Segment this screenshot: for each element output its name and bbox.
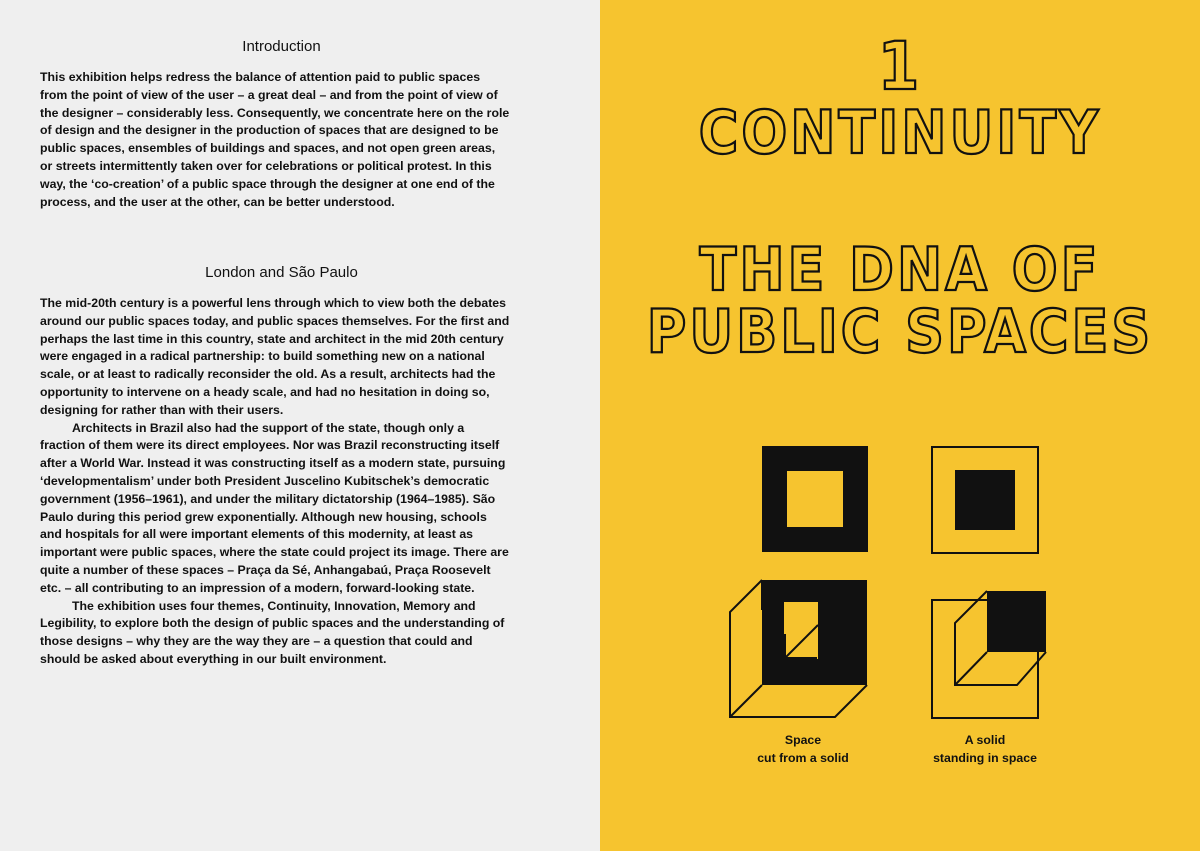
intro-body (40, 69, 510, 211)
caption-space-cut-from-solid (713, 732, 893, 767)
caption-left-line-2: cut from a solid (757, 750, 849, 765)
body-paragraph-3: The exhibition uses four themes, Continuity, Innovation, Memory and Legibility, to explore both the design of public spaces and the understanding of those designs – why they are the way they are – a question that could and should be asked about everything in our built environment. (40, 598, 505, 666)
main-title-line-1: THE DNA OF (699, 235, 1101, 305)
caption-solid-standing-in-space (895, 732, 1075, 767)
body-paragraph-1: The mid-20th century is a powerful lens through which to view both the debates around our public spaces today, and public spaces themselves. For the first and perhaps the last time in this country, state and architect in the mid 20th century were engaged in a radical partnership: to build something new on a national scale, or at least to radically reconsider the old. As a result, architects had the opportunity to intervene on a heady scale, and had no hesitation in doing so, designing for rather than with their users. (40, 296, 510, 417)
main-title-line-2: PUBLIC SPACES (646, 297, 1154, 367)
intro-heading: Introduction (242, 38, 321, 55)
outlined-square-solid-center-icon (931, 446, 1039, 554)
body-paragraph-2: Architects in Brazil also had the support of the state, though only a fraction of them were its direct employees. Nor was Brazil reconstructing itself after a World War. Instead it was constructing itself as a modern state, pursuing ‘developmentalism’ under both President Juscelino Kubitschek’s democratic government (1956–1961), and under the military dictatorship (1964–1985). São Paulo during this period grew exponentially. Although new housing, schools and hospitals for all were important elements of this modernity, at least as important were public spaces, where the state could project its image. There are quite a number of these spaces – Praça da Sé, Anhangabaú, Praça Roosevelt etc. – all contributing to an impression of a modern, forward-looking state. (40, 420, 509, 595)
solid-standing-in-space-cube-icon (930, 590, 1048, 720)
space-cut-from-solid-cube-icon (728, 578, 870, 720)
main-title (600, 235, 1200, 367)
chapter-number: 1 (877, 28, 923, 105)
london-sao-paulo-heading: London and São Paulo (205, 264, 358, 281)
solid-frame-square-icon (762, 446, 868, 552)
london-sao-paulo-body (40, 295, 510, 669)
right-page (600, 0, 1200, 851)
chapter-title: CONTINUITY (698, 98, 1102, 168)
caption-right-line-2: standing in space (933, 750, 1037, 765)
caption-right-line-1: A solid (964, 733, 1006, 747)
intro-paragraph: This exhibition helps redress the balance of attention paid to public spaces from the point of view of the user – a great deal – and from the point of view of the designer – considerably less. Consequently, we concentrate here on the role of design and the designer in the production of spaces that are designed to be public spaces, ensembles of buildings and spaces, and not open green areas, or streets intermittently taken over for celebrations or political protest. In this way, the ‘co-creation’ of a public space through the designer at one end of the process, and the user at the other, can be better understood. (40, 70, 510, 209)
caption-left-line-1: Space (784, 733, 822, 747)
